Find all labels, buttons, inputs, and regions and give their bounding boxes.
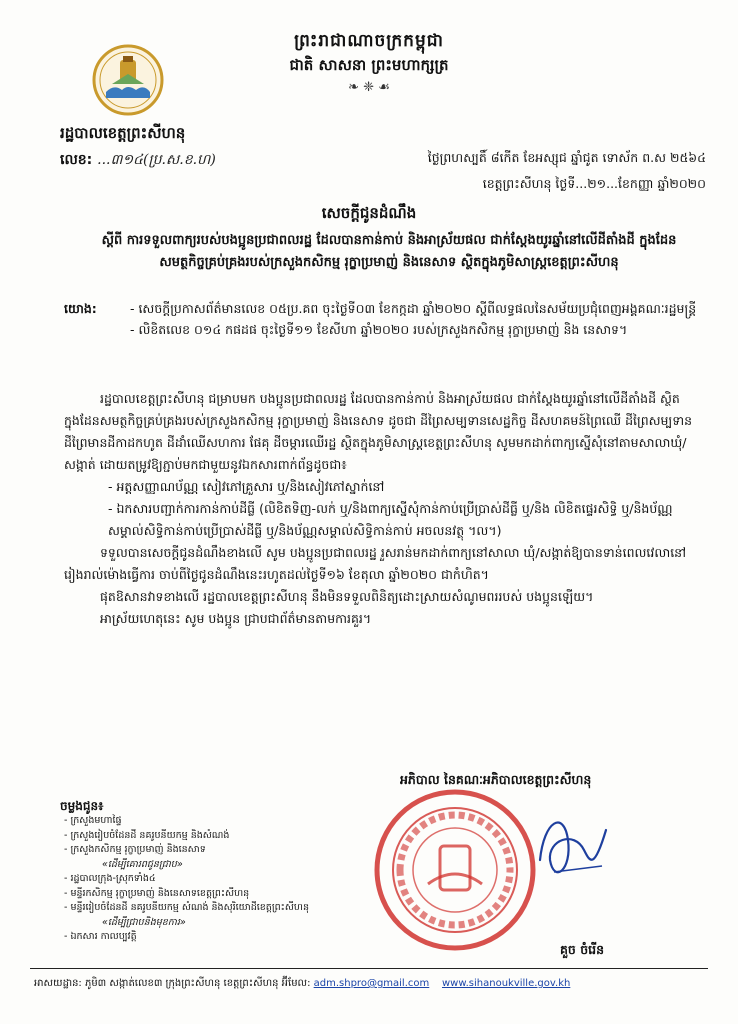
reference-value: ...៣១៤(ប្រ.ស.ខ.ហ) bbox=[97, 152, 216, 168]
body-paragraph: រដ្ឋបាលខេត្តព្រះសីហនុ ជម្រាបមក បងប្អូនប្រជាពលរដ្ឋ ដែលបានកាន់កាប់ និងអាស្រ័យផល ជាក់ស្តែងយូរឆ្នាំនៅលើដីតាំងដី ស្ថិតក្នុងដែនសមត្ថកិច្ចគ្រប់គ្រងរបស់ក្រសួងកសិកម្ម រុក្ខាប្រមាញ់ និងនេសាទ ដូចជា ដីព្រៃសម្បទានសេដ្ឋកិច្ច ដីសហគមន៍ព្រៃឈើ ដីព្រៃសម្បទាន ដីព្រៃមានដីកាដកហូត ដីដាំឈើសហការ ផែគុ ដីចម្ការឈើរដ្ឋ ស្ថិតក្នុងភូមិសាស្ត្រខេត្តព្រះសីហនុ សូមមកដាក់ពាក្យស្នើសុំនៅតាមសាលាឃុំ/សង្កាត់ ដោយតម្រូវឱ្យភ្ជាប់មកជាមួយនូវឯកសារពាក់ព័ន្ធដូចជា៖ bbox=[64, 391, 693, 472]
body-paragraph: អាស្រ័យហេតុនេះ សូម បងប្អូន ជ្រាបជាព័ត៌មានតាមការគួរ។ bbox=[100, 611, 372, 626]
body-paragraph: ផុតឱសានវាទខាងលើ រដ្ឋបាលខេត្តព្រះសីហនុ នឹងមិនទទួលពិនិត្យដោះស្រាយសំណូមពររបស់ បងប្អូនឡើយ។ bbox=[100, 589, 594, 604]
references-label: យោង: bbox=[64, 301, 97, 316]
lunar-date: ថ្ងៃព្រហស្បតិ៍ ៨កើត ខែអស្សុជ ឆ្នាំជូត ទោស័ក ព.ស ២៥៦៤ bbox=[427, 150, 706, 165]
copy-to-heading: ចម្លងជូន៖ bbox=[60, 799, 104, 813]
body-paragraph: ទទួលបានសេចក្តីជូនដំណឹងខាងលើ សូម បងប្អូនប្រជាពលរដ្ឋ រួសរាន់មកដាក់ពាក្យនៅសាលា ឃុំ/សង្កាត់ឱ្យបានទាន់ពេលវេលានៅរៀងរាល់ម៉ោងធ្វើការ ចាប់ពីថ្ងៃជូនដំណឹងនេះរហូតដល់ថ្ងៃទី១៦ ខែតុលា ឆ្នាំ២០២០ ជាកំហិត។ bbox=[64, 545, 687, 582]
copy-to-list bbox=[64, 814, 394, 945]
footer-divider bbox=[30, 968, 708, 969]
list-item: - អត្តសញ្ញាណប័ណ្ណ សៀវភៅគ្រួសារ ឬ/និងសៀវភៅស្នាក់នៅ bbox=[108, 476, 700, 498]
list-item: - ក្រសួងមហាផ្ទៃ bbox=[64, 815, 122, 826]
issuing-authority: រដ្ឋបាលខេត្តព្រះសីហនុ bbox=[60, 124, 186, 142]
footer-address: អាសយដ្ឋាន: ភូមិ៣ សង្កាត់លេខ៣ ក្រុងព្រះសីហនុ ខេត្តព្រះសីហនុ អ៊ីមែល: bbox=[34, 978, 311, 989]
handwritten-signature bbox=[534, 800, 614, 890]
list-note: «ដើម្បីគោរពជូនជ្រាប» bbox=[102, 858, 183, 870]
list-item: - មន្ទីរកសិកម្ម រុក្ខាប្រមាញ់ និងនេសាទខេត្តព្រះសីហនុ bbox=[64, 887, 250, 899]
list-item: - ក្រសួងរៀបចំដែនដី នគរូបនីយកម្ម និងសំណង់ bbox=[64, 829, 230, 841]
reference-number bbox=[60, 150, 216, 171]
document-title: សេចក្តីជូនដំណឹង bbox=[321, 204, 417, 222]
solar-date: ខេត្តព្រះសីហនុ ថ្ងៃទី...២១...ខែកញ្ញា ឆ្នាំ២០២០ bbox=[482, 176, 706, 191]
list-item: - ឯកសារ កាលប្បវត្តិ bbox=[64, 931, 137, 942]
reference-item: - សេចក្តីប្រកាសព័ត៌មានលេខ ០៥ប្រ.គព ចុះថ្ងៃទី០៣ ខែកក្កដា ឆ្នាំ២០២០ ស្តីពីលទ្ធផលនៃសម័យប្រជុំពេញអង្គគណៈរដ្ឋមន្ត្រី bbox=[129, 301, 697, 316]
national-motto: ជាតិ សាសនា ព្រះមហាក្សត្រ bbox=[289, 56, 449, 74]
email-link[interactable]: adm.shpro@gmail.com bbox=[313, 978, 430, 989]
signatory-title: អភិបាល នៃគណៈអភិបាលខេត្តព្រះសីហនុ bbox=[400, 772, 592, 787]
reference-label: លេខ: bbox=[60, 152, 93, 168]
kingdom-header: ព្រះរាជាណាចក្រកម្ពុជា bbox=[294, 31, 444, 51]
required-documents-list bbox=[64, 476, 700, 542]
signatory-name: គួច ចំរើន bbox=[560, 942, 605, 957]
letter-body bbox=[64, 388, 700, 630]
list-item: - ក្រសួងកសិកម្ម រុក្ខាប្រមាញ់ និងនេសាទ bbox=[64, 844, 206, 855]
references-block bbox=[64, 298, 704, 340]
footer bbox=[34, 976, 570, 991]
list-item: - មន្ទីររៀបចំដែនដី នគរូបនីយកម្ម សំណង់ និងសុរិយោដីខេត្តព្រះសីហនុ bbox=[64, 902, 309, 913]
reference-item: - លិខិតលេខ ០១៤ កផដផ ចុះថ្ងៃទី១១ ខែសីហា ឆ្នាំ២០២០ របស់ក្រសួងកសិកម្ម រុក្ខាប្រមាញ់ និង នេសាទ។ bbox=[129, 322, 628, 337]
official-seal-stamp bbox=[370, 784, 540, 956]
list-item: - រដ្ឋបាលក្រុង-ស្រុកទាំង៤ bbox=[64, 873, 156, 884]
document-subject: ស្តីពី ការទទួលពាក្យរបស់បងប្អូនប្រជាពលរដ្ឋ ដែលបានកាន់កាប់ និងអាស្រ័យផល ជាក់ស្តែងយូរឆ្នាំនៅលើដីតាំងដី ក្នុងដែនសមត្ថកិច្ចគ្រប់គ្រងរបស់ក្រសួងកសិកម្ម រុក្ខាប្រមាញ់ និងនេសាទ ស្ថិតក្នុងភូមិសាស្ត្រខេត្តព្រះសីហនុ bbox=[101, 233, 677, 270]
list-item: - ឯកសារបញ្ជាក់ការកាន់កាប់ដីធ្លី (លិខិតទិញ-លក់ ឬ/និងពាក្យស្នើសុំកាន់កាប់ប្រើប្រាស់ដីធ្លី ឬ/និង លិខិតផ្ទេរសិទ្ធិ ឬ/និងប័ណ្ណសម្គាល់សិទ្ធិកាន់កាប់ប្រើប្រាស់ដីធ្លី ឬ/និងប័ណ្ណសម្គាល់សិទ្ធិកាន់កាប់ អចលនវត្ថុ ។ល។) bbox=[108, 498, 700, 542]
header-ornament: ❧ ❈ ☙ bbox=[348, 80, 390, 95]
website-link[interactable]: www.sihanoukville.gov.kh bbox=[441, 978, 571, 989]
list-note: «ដើម្បីជ្រាបនិងមុខការ» bbox=[102, 916, 186, 928]
